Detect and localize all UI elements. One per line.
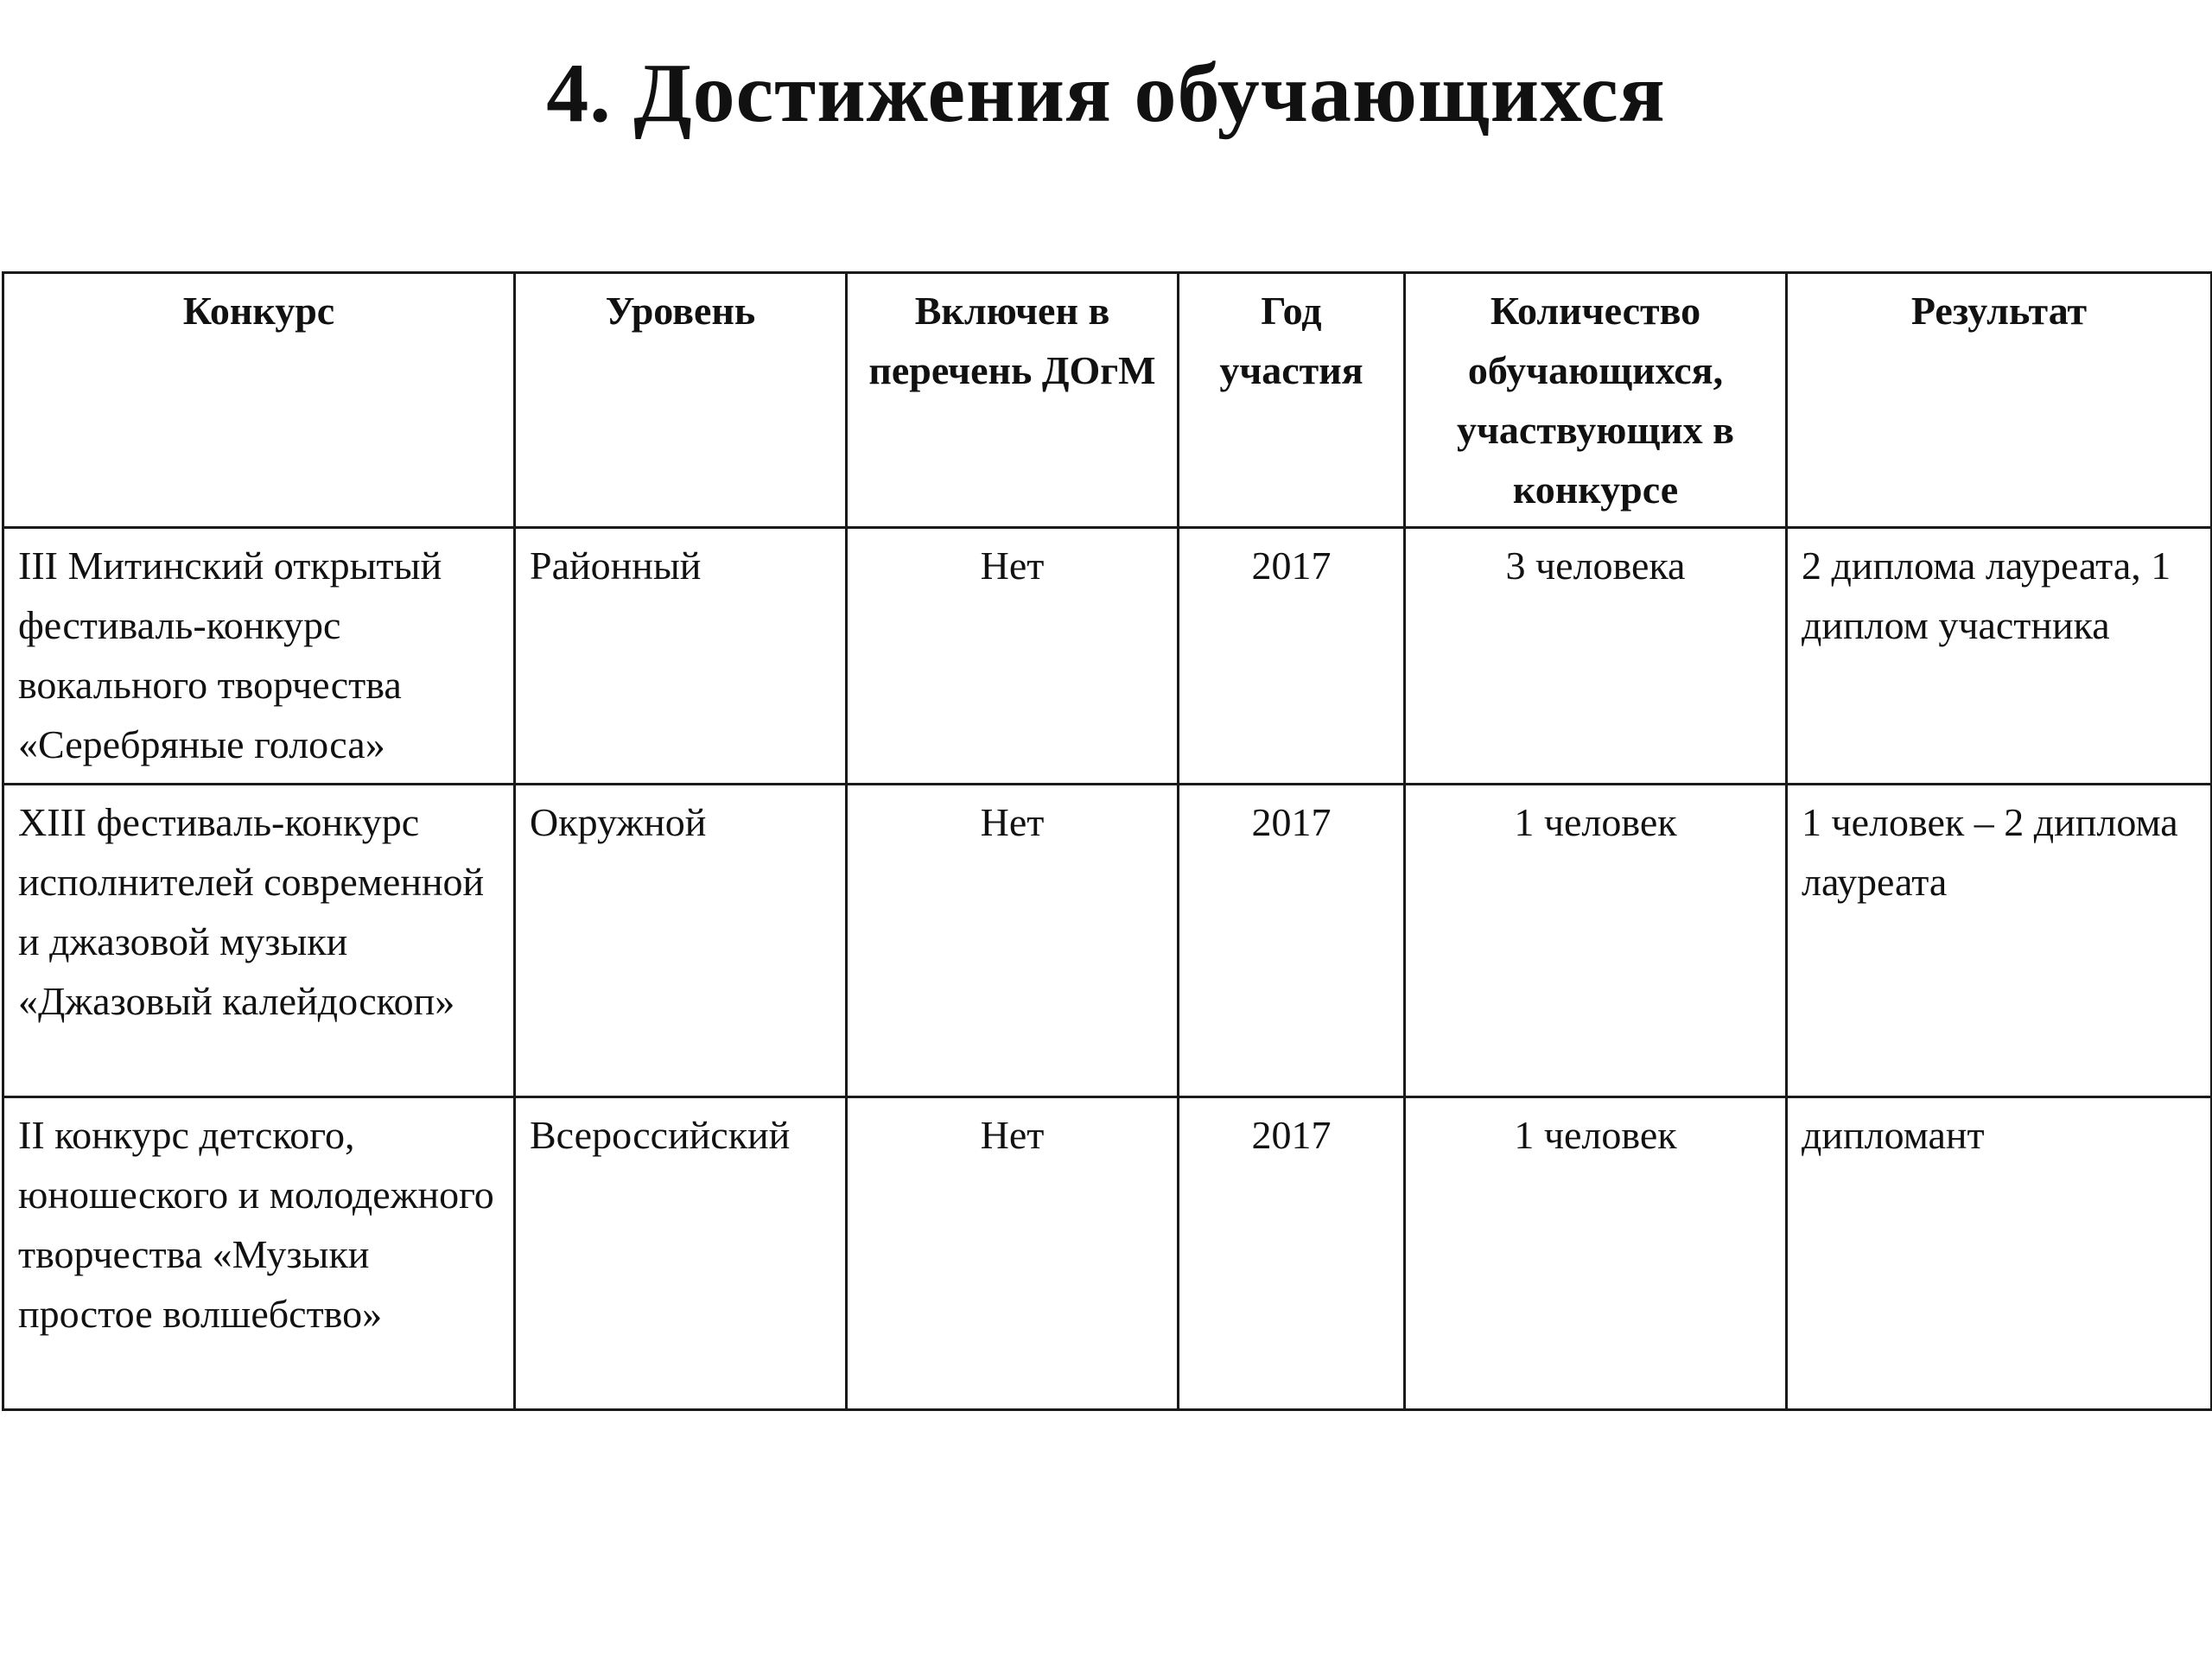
header-level: Уровень [515, 273, 847, 528]
header-result: Результат [1787, 273, 2212, 528]
cell-year: 2017 [1179, 528, 1405, 785]
cell-level: Окружной [515, 785, 847, 1097]
achievements-table [2, 271, 2212, 1411]
page-title: 4. Достижения обучающихся [546, 47, 1666, 140]
cell-year: 2017 [1179, 1097, 1405, 1410]
cell-year: 2017 [1179, 785, 1405, 1097]
cell-result: 1 человек – 2 диплома лауреата [1787, 785, 2212, 1097]
cell-included: Нет [847, 785, 1179, 1097]
table-header-row [3, 273, 2212, 528]
header-year: Год участия [1179, 273, 1405, 528]
cell-count: 1 человек [1405, 785, 1787, 1097]
cell-count: 1 человек [1405, 1097, 1787, 1410]
cell-contest: II конкурс детского, юношеского и молодежного творчества «Музыки простое волшебство» [3, 1097, 515, 1410]
cell-included: Нет [847, 528, 1179, 785]
cell-result: 2 диплома лауреата, 1 диплом участника [1787, 528, 2212, 785]
cell-level: Районный [515, 528, 847, 785]
header-count: Количество обучающихся, участвующих в конкурсе [1405, 273, 1787, 528]
cell-level: Всероссийский [515, 1097, 847, 1410]
cell-included: Нет [847, 1097, 1179, 1410]
cell-result: дипломант [1787, 1097, 2212, 1410]
cell-count: 3 человека [1405, 528, 1787, 785]
table-row [3, 785, 2212, 1097]
header-contest: Конкурс [3, 273, 515, 528]
header-included: Включен в перечень ДОгМ [847, 273, 1179, 528]
cell-contest: III Митинский открытый фестиваль-конкурс вокального творчества «Серебряные голоса» [3, 528, 515, 785]
table-row [3, 528, 2212, 785]
cell-contest: XIII фестиваль-конкурс исполнителей современной и джазовой музыки «Джазовый калейдоскоп» [3, 785, 515, 1097]
table-row [3, 1097, 2212, 1410]
